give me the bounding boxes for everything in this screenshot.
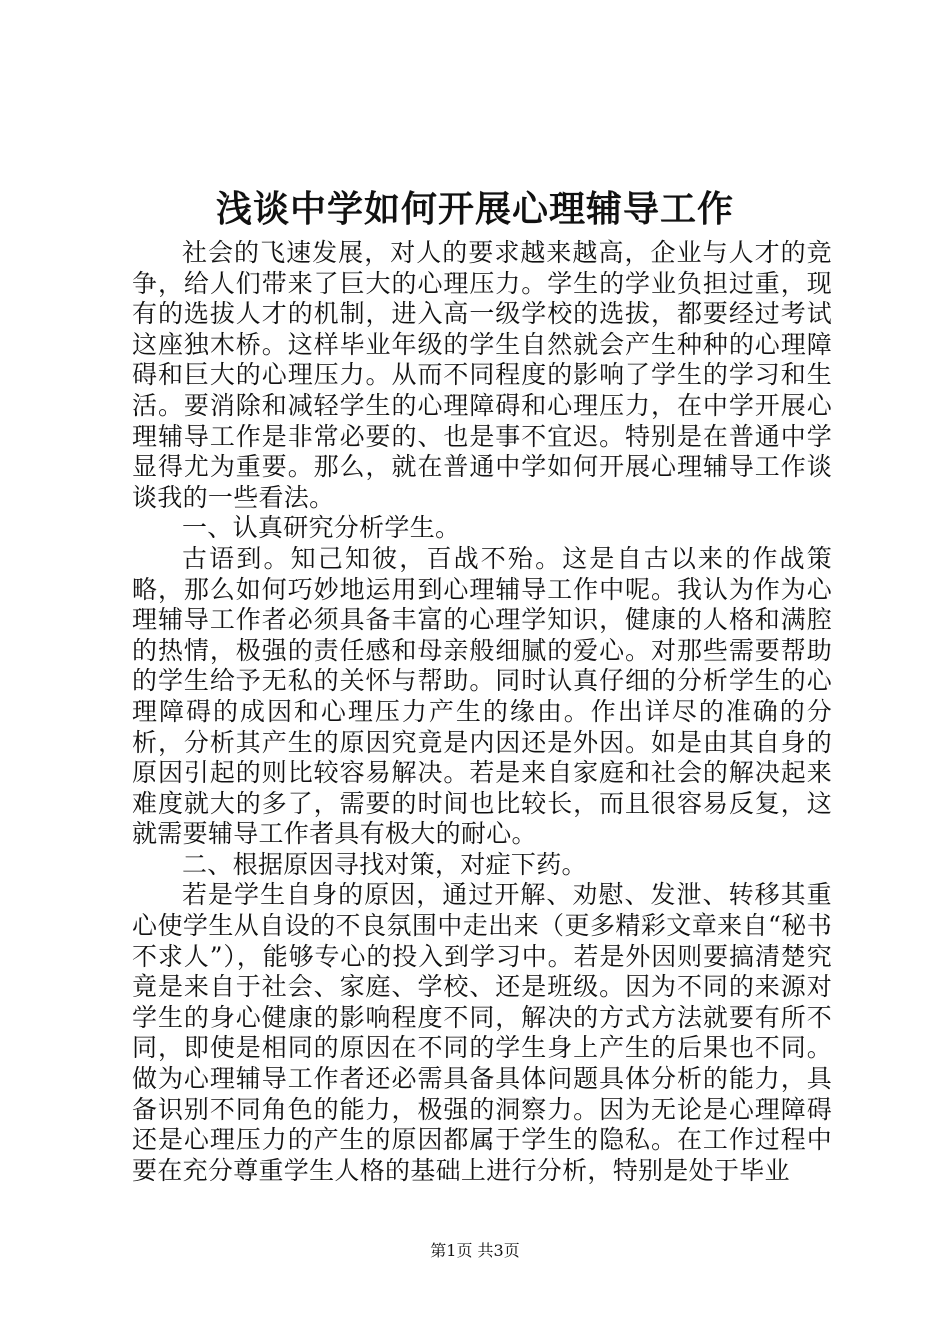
page-number-footer: 第1页 共3页 xyxy=(430,1241,520,1260)
document-title: 浅谈中学如何开展心理辅导工作 xyxy=(215,188,734,230)
section-heading-2: 二、根据原因寻找对策，对症下药。 xyxy=(182,849,587,879)
section-heading-1: 一、认真研究分析学生。 xyxy=(182,513,461,543)
section-1-paragraph: 古语到。知己知彼，百战不殆。这是自古以来的作战策略，那么如何巧妙地运用到心理辅导工作中呢。我认为作为心理辅导工作者必须具备丰富的心理学知识，健康的人格和满腔的热情，极强的责任感和母亲般细腻的爱心。对那些需要帮助的学生给予无私的关怀与帮助。同时认真仔细的分析学生的心理障碍的成因和心理压力产生的缘由。作出详尽的准确的分析，分析其产生的原因究竟是内因还是外因。如是由其自身的原因引起的则比较容易解决。若是来自家庭和社会的解决起来难度就大的多了，需要的时间也比较长，而且很容易反复，这就需要辅导工作者具有极大的耐心。 xyxy=(132,543,832,849)
section-2-paragraph: 若是学生自身的原因，通过开解、劝慰、发泄、转移其重心使学生从自设的不良氛围中走出来（更多精彩文章来自“秘书不求人”），能够专心的投入到学习中。若是外因则要搞清楚究竟是来自于社会、家庭、学校、还是班级。因为不同的来源对学生的身心健康的影响程度不同，解决的方式方法就要有所不同，即使是相同的原因在不同的学生身上产生的后果也不同。做为心理辅导工作者还必需具备具体问题具体分析的能力，具备识别不同角色的能力，极强的洞察力。因为无论是心理障碍还是心理压力的产生的原因都属于学生的隐私。在工作过程中要在充分尊重学生人格的基础上进行分析，特别是处于毕业 xyxy=(132,880,832,1185)
document-body xyxy=(132,238,832,1186)
intro-paragraph: 社会的飞速发展，对人的要求越来越高，企业与人才的竞争，给人们带来了巨大的心理压力。学生的学业负担过重，现有的选拔人才的机制，进入高一级学校的选拔，都要经过考试这座独木桥。这样毕业年级的学生自然就会产生种种的心理障碍和巨大的心理压力。从而不同程度的影响了学生的学习和生活。要消除和减轻学生的心理障碍和心理压力，在中学开展心理辅导工作是非常必要的、也是事不宜迟。特别是在普通中学显得尤为重要。那么，就在普通中学如何开展心理辅导工作谈谈我的一些看法。 xyxy=(132,238,832,512)
